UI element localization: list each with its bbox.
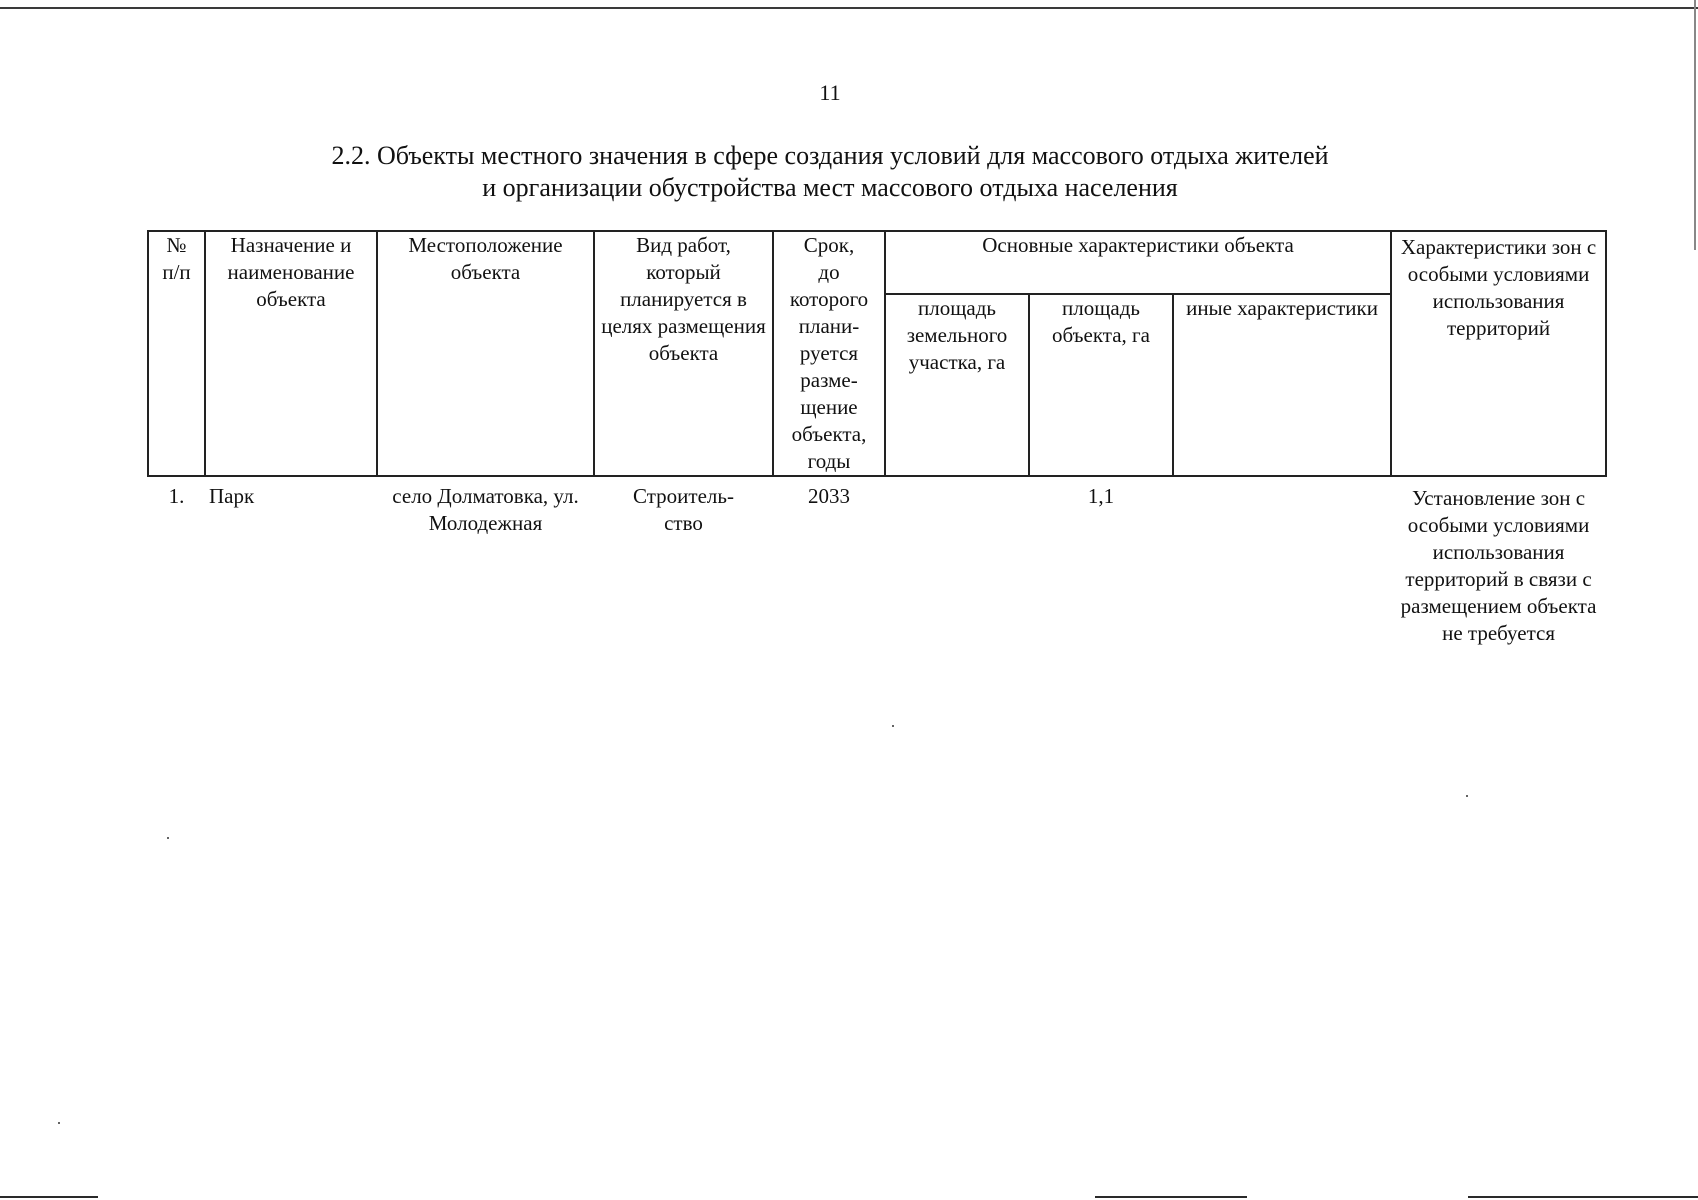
scan-border-top [0, 7, 1698, 9]
scan-speck [58, 1122, 60, 1124]
header-land-area: площадь земельного участка, га [885, 294, 1029, 476]
scan-border-right [1694, 0, 1696, 250]
cell-other [1173, 476, 1391, 647]
header-other: иные характеристики [1173, 294, 1391, 476]
cell-num: 1. [168, 484, 185, 508]
cell-land-area [885, 476, 1029, 647]
header-zones: Характеристики зон с особыми условиями использования территорий [1391, 231, 1606, 476]
header-work-type: Вид работ, который планируется в целях размещения объекта [594, 231, 773, 476]
header-main-characteristics: Основные характеристики объекта [885, 231, 1391, 294]
scan-mark-bottom-right [1468, 1196, 1698, 1198]
scan-mark-bottom-left [0, 1196, 98, 1198]
scan-speck [1466, 795, 1468, 797]
page-title-line-2: и организации обустройства мест массового отдыха населения [482, 173, 1178, 202]
scan-speck [167, 837, 169, 839]
cell-location: село Долматовка, ул. Молодежная [392, 484, 579, 535]
header-term: Срок, до которого плани- руется разме- щение объекта, годы [773, 231, 885, 476]
header-num: № п/п [148, 231, 205, 476]
scan-speck [892, 725, 894, 727]
header-purpose: Назначение и наименование объекта [205, 231, 377, 476]
header-object-area: площадь объекта, га [1029, 294, 1173, 476]
header-row-1 [148, 231, 1606, 294]
page-title-line-1: 2.2. Объекты местного значения в сфере создания условий для массового отдыха жителей [331, 141, 1329, 170]
cell-purpose: Парк [209, 484, 255, 508]
cell-term: 2033 [808, 484, 850, 508]
cell-zones: Установление зон с особыми условиями использования территорий в связи с размещением объекта не требуется [1400, 486, 1597, 645]
page-number: 11 [819, 80, 841, 105]
cell-work-type: Строитель- ство [633, 484, 734, 535]
page-title [0, 140, 1660, 204]
objects-table [147, 230, 1607, 647]
table-row [148, 476, 1606, 647]
table-header [148, 231, 1606, 476]
table-body [148, 476, 1606, 647]
cell-object-area: 1,1 [1087, 484, 1115, 508]
header-location: Местоположение объекта [377, 231, 594, 476]
scan-mark-bottom-center [1095, 1196, 1247, 1198]
